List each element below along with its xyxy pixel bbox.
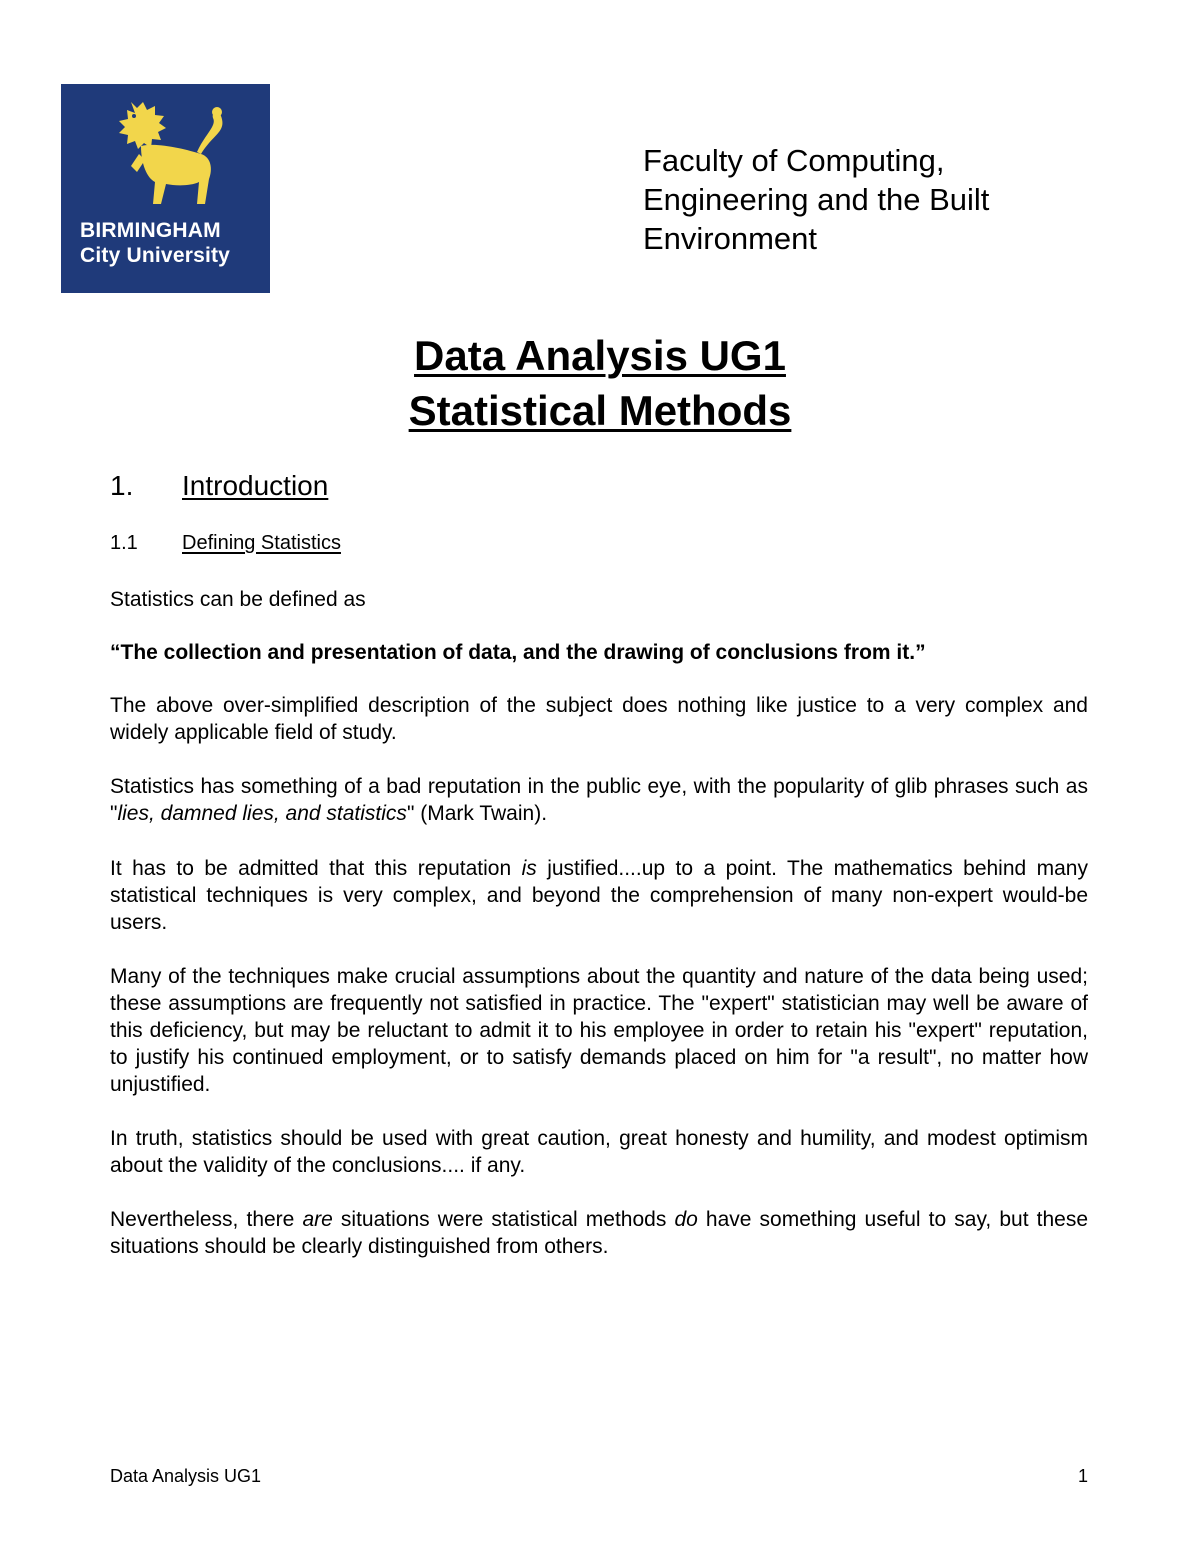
faculty-name	[643, 141, 1083, 258]
university-logo	[61, 84, 270, 293]
paragraph-assumptions: Many of the techniques make crucial assumptions about the quantity and nature of the data being used; these assumptions are frequently not satisfied in practice. The "expert" statistician may well be aware of this deficiency, but may be reluctant to admit it to his employee in order to retain his "expert" reputation, to justify his continued employment, or to satisfy demands placed on him for "a result", no matter how unjustified.	[110, 965, 1088, 1096]
section-number: 1.	[110, 470, 134, 501]
faculty-line-1: Faculty of Computing,	[643, 143, 945, 178]
italic-word: are	[302, 1208, 333, 1231]
text-run: It has to be admitted that this reputation	[110, 857, 522, 880]
paragraph-justified	[110, 855, 1088, 936]
text-run: situations were statistical methods	[332, 1208, 675, 1231]
text-run: Nevertheless, there	[110, 1208, 303, 1231]
lion-crest-icon	[101, 94, 231, 219]
subsection-heading	[110, 532, 341, 555]
paragraph-nevertheless	[110, 1206, 1088, 1260]
text-run: justified....up to a point. The mathematics behind many statistical techniques is very complex, and beyond the comprehension of many non-expert would-be users.	[110, 857, 1088, 934]
faculty-line-2: Engineering and the Built	[643, 182, 990, 217]
paragraph-definition-intro: Statistics can be defined as	[110, 588, 366, 611]
italic-word: is	[521, 857, 537, 880]
paragraph-reputation	[110, 773, 1088, 827]
text-run: " (Mark Twain).	[406, 802, 548, 825]
section-title: Introduction	[182, 470, 329, 501]
text-run: have something useful to say, but these situations should be clearly distinguished from others.	[110, 1208, 1088, 1258]
faculty-line-3: Environment	[643, 221, 818, 256]
footer-document-name: Data Analysis UG1	[110, 1466, 262, 1486]
definition-quote: “The collection and presentation of data, and the drawing of conclusions from it.”	[110, 641, 926, 664]
logo-text-birmingham: BIRMINGHAM	[80, 219, 221, 242]
paragraph-caution: In truth, statistics should be used with great caution, great honesty and humility, and modest optimism about the validity of the conclusions.... if any.	[110, 1127, 1088, 1177]
paragraph-oversimplified: The above over-simplified description of the subject does nothing like justice to a very complex and widely applicable field of study.	[110, 694, 1088, 744]
section-heading	[110, 470, 328, 502]
italic-phrase: lies, damned lies, and statistics	[117, 802, 407, 825]
document-title: Data Analysis UG1	[414, 332, 786, 379]
document-subtitle: Statistical Methods	[408, 387, 792, 434]
italic-word: do	[674, 1208, 698, 1231]
footer-page-number: 1	[1077, 1466, 1088, 1486]
logo-text-city-university: City University	[80, 244, 231, 267]
text-run: Statistics has something of a bad reputation in the public eye, with the popularity of glib phrases such as "	[110, 775, 1088, 825]
subsection-number: 1.1	[110, 532, 138, 554]
subsection-title: Defining Statistics	[182, 532, 341, 554]
